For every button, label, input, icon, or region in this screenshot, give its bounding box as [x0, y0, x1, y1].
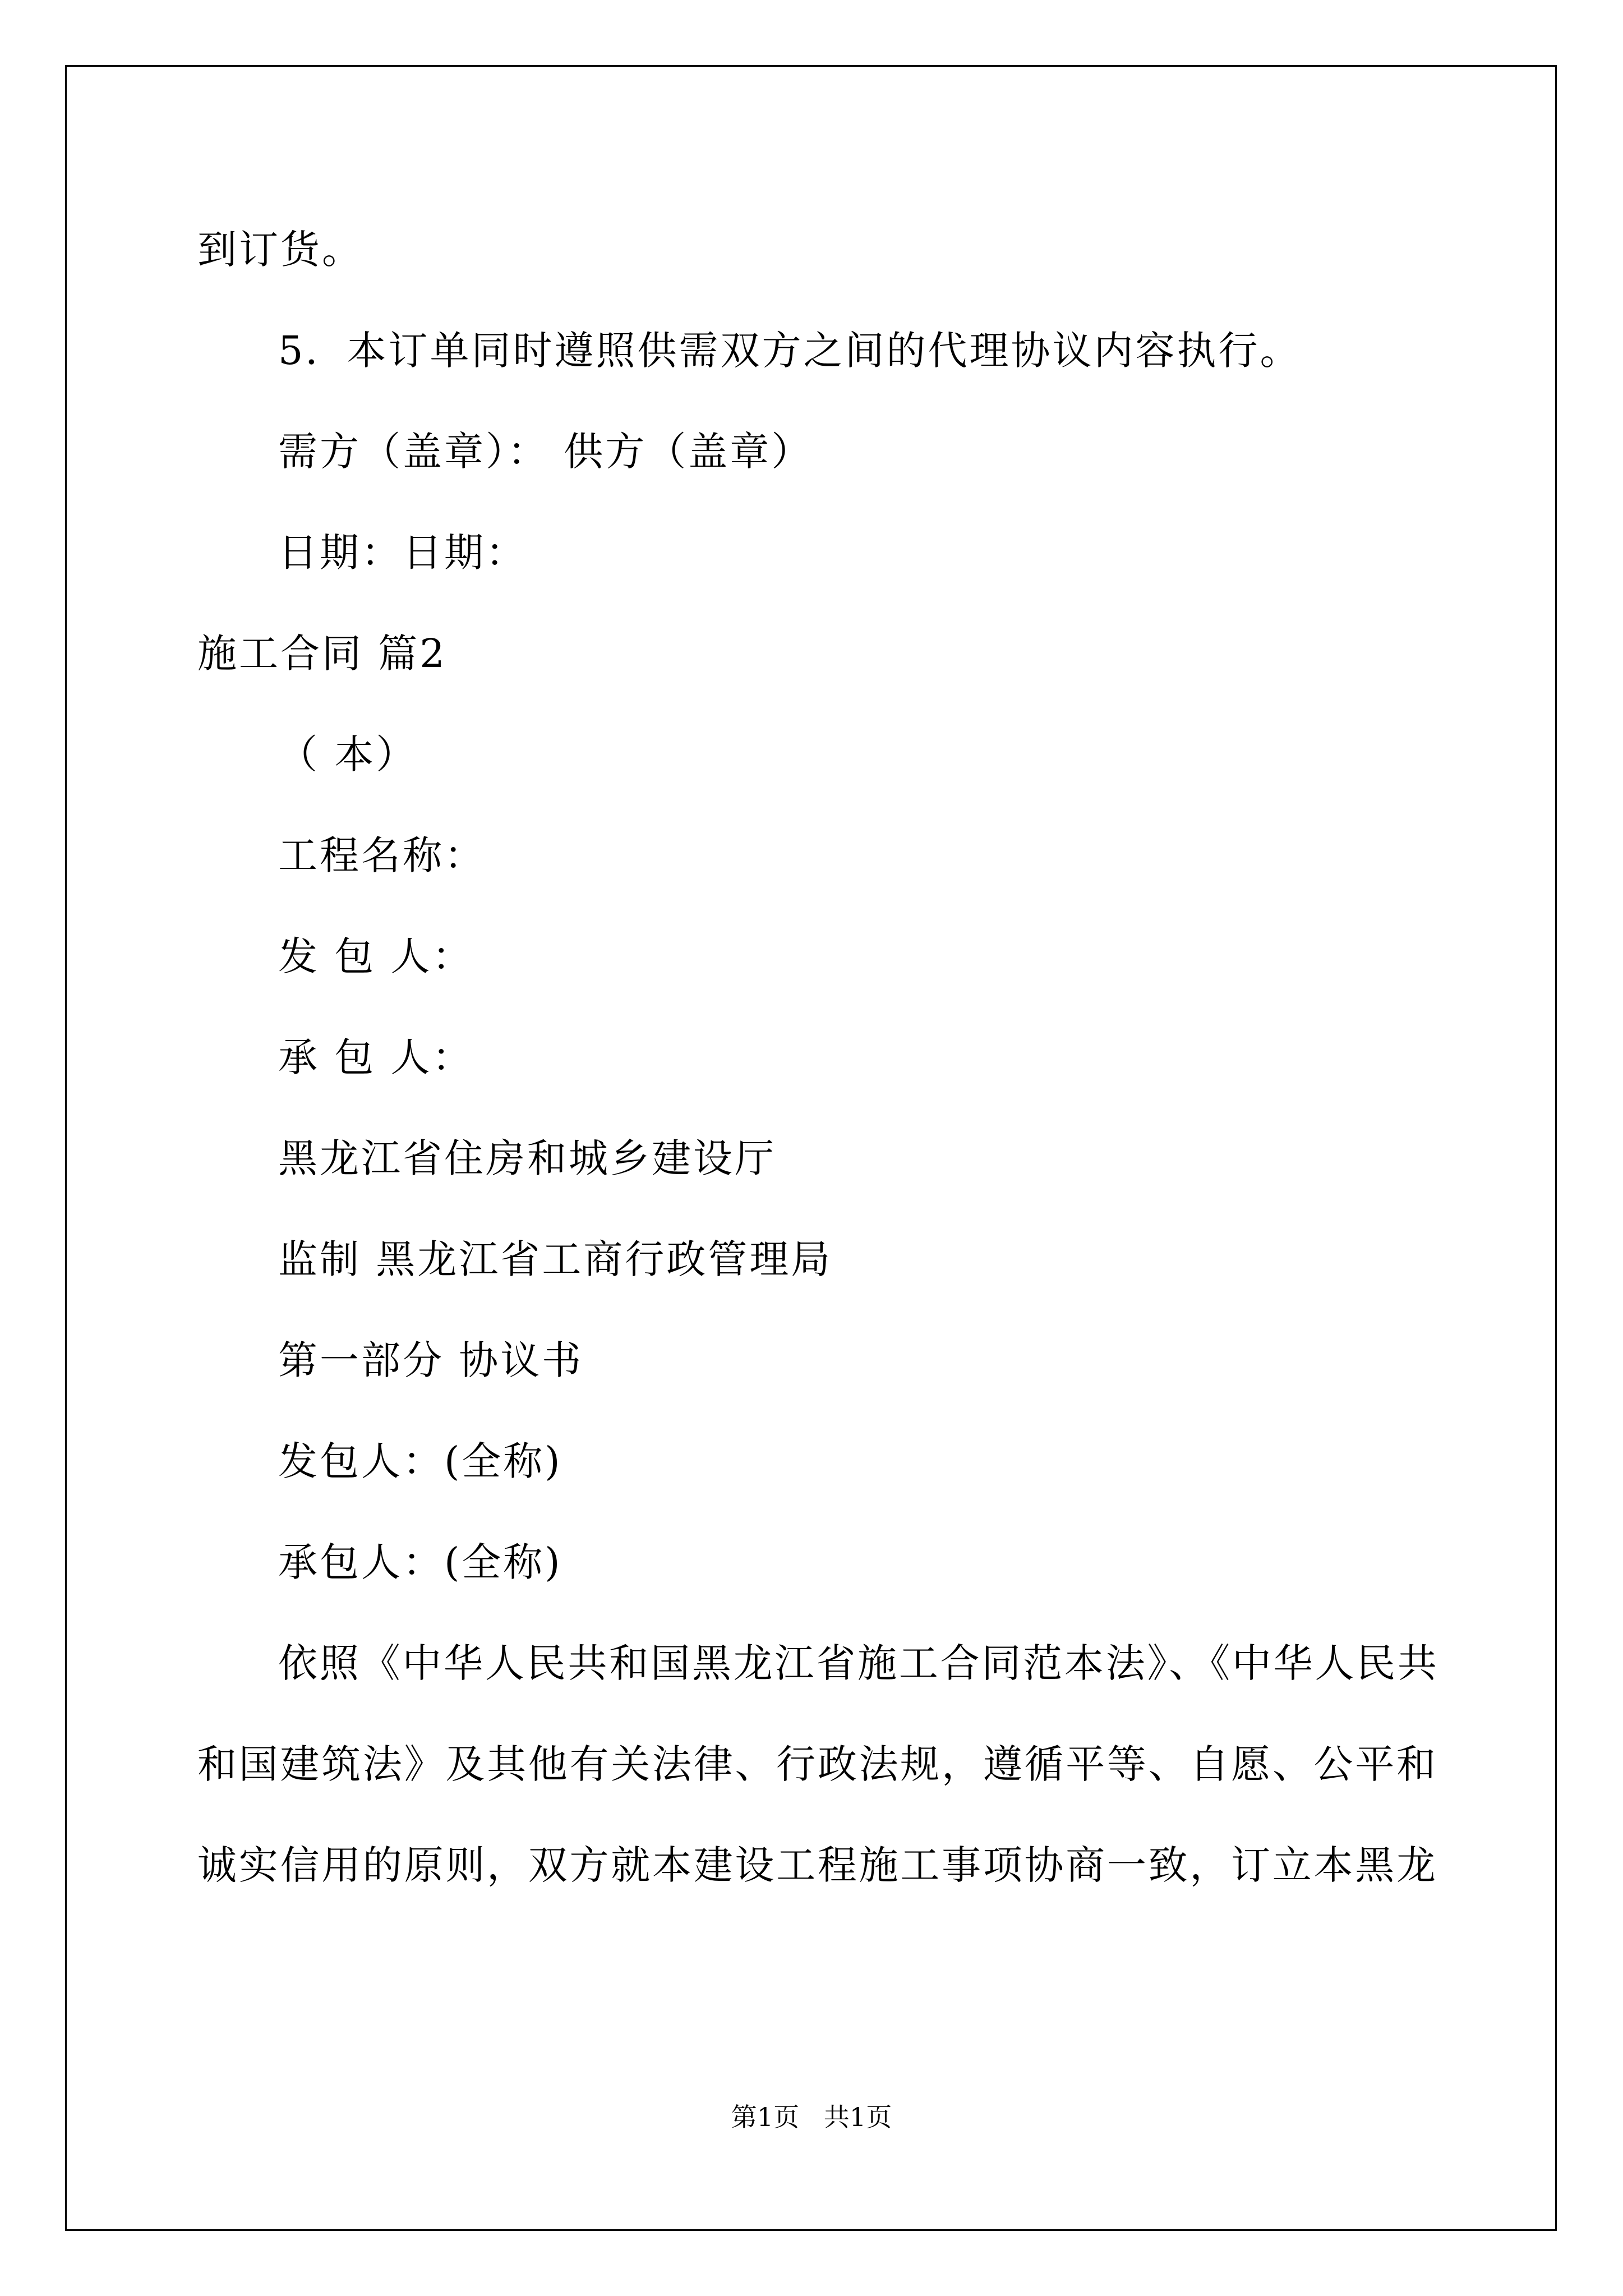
paragraph-line-2: 和国建筑法》及其他有关法律、行政法规，遵循平等、自愿、公平和 — [197, 1741, 1437, 1787]
text-line-item-5: 5．本订单同时遵照供需双方之间的代理协议内容执行。 — [278, 328, 1302, 374]
text-line-supervisor: 监制 黑龙江省工商行政管理局 — [278, 1236, 833, 1282]
text-line-continuation: 到订货。 — [197, 227, 363, 273]
paragraph-line-1: 依照《中华人民共和国黑龙江省施工合同范本法》、《中华人民共 — [278, 1640, 1437, 1686]
section-heading: 施工合同 篇2 — [197, 631, 447, 677]
page-footer: 第1页 共1页 — [731, 2102, 892, 2132]
text-line-employer: 发 包 人： — [278, 933, 474, 979]
text-line-contractor-fullname: 承包人：(全称) — [278, 1539, 562, 1585]
text-line-project-name: 工程名称： — [278, 832, 486, 878]
text-line-dates: 日期：日期： — [278, 530, 527, 576]
text-line-seals: 需方（盖章）： 供方（盖章） — [278, 429, 813, 475]
text-line-contractor: 承 包 人： — [278, 1034, 474, 1080]
text-line-issuer: 黑龙江省住房和城乡建设厅 — [278, 1135, 776, 1181]
text-line-copy: （ 本） — [278, 731, 418, 777]
paragraph-line-3: 诚实信用的原则，双方就本建设工程施工事项协商一致，订立本黑龙 — [197, 1842, 1437, 1888]
text-line-part-one: 第一部分 协议书 — [278, 1337, 584, 1383]
text-line-employer-fullname: 发包人：(全称) — [278, 1438, 562, 1484]
